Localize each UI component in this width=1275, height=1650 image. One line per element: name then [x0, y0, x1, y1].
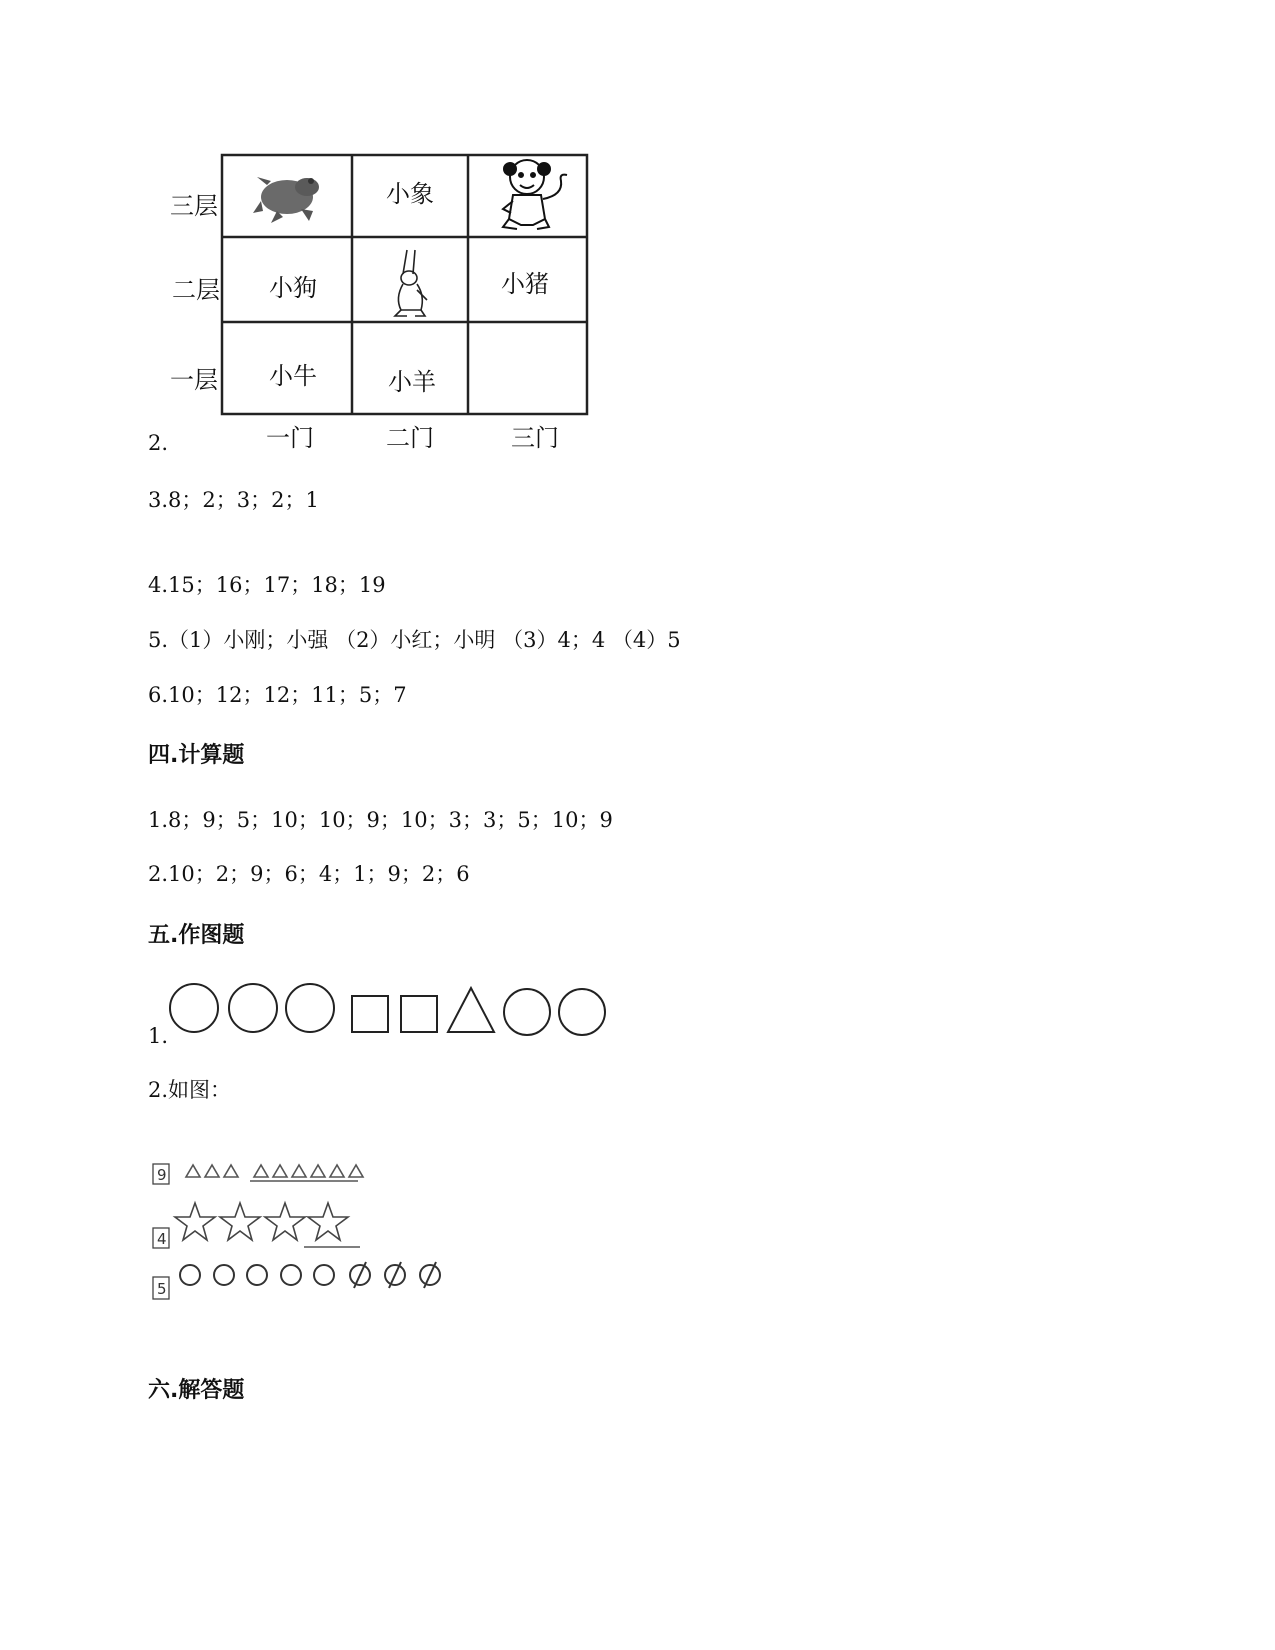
shape-square [401, 996, 437, 1032]
number-box-label: 4 [157, 1230, 167, 1248]
section-6-heading: 六.解答题 [148, 1378, 245, 1403]
small-circle [314, 1265, 334, 1285]
star [220, 1203, 260, 1240]
frog-picture [253, 177, 319, 223]
section-4-heading: 四.计算题 [148, 743, 245, 768]
answer-6: 6.10；12；12；11；5；7 [148, 683, 407, 707]
shape-square [352, 996, 388, 1032]
shape-circle [286, 984, 334, 1032]
small-triangle [273, 1165, 287, 1177]
floor-door-figure [150, 145, 610, 465]
cell-cow: 小牛 [269, 362, 317, 390]
floor-label-2: 二层 [172, 276, 220, 304]
door-label-2: 二门 [386, 424, 434, 452]
small-triangle [349, 1165, 363, 1177]
small-triangle [330, 1165, 344, 1177]
number-box-label: 5 [157, 1280, 167, 1298]
shape-circle [504, 989, 550, 1035]
door-label-3: 三门 [511, 424, 559, 452]
answer-3: 3.8；2；3；2；1 [148, 488, 319, 512]
small-circle [281, 1265, 301, 1285]
small-circle [247, 1265, 267, 1285]
rabbit-picture [395, 250, 427, 316]
grouping-figure-svg [150, 1155, 450, 1310]
small-triangle [292, 1165, 306, 1177]
monkey-picture [503, 160, 567, 229]
small-triangle [186, 1165, 200, 1177]
small-triangle [254, 1165, 268, 1177]
shape-circle [559, 989, 605, 1035]
floor-door-grid [150, 145, 610, 465]
small-circle [214, 1265, 234, 1285]
star [265, 1203, 305, 1240]
star [308, 1203, 348, 1240]
small-triangle [224, 1165, 238, 1177]
number-box-label: 9 [157, 1166, 167, 1184]
answer-5: 5.（1）小刚；小强 （2）小红；小明 （3）4；4 （4）5 [148, 628, 681, 652]
star [175, 1203, 215, 1240]
section-4-answer-2: 2.10；2；9；6；4；1；9；2；6 [148, 862, 470, 886]
cell-pig: 小猪 [501, 270, 549, 298]
section-5-heading: 五.作图题 [148, 923, 245, 948]
floor-label-3: 三层 [170, 192, 218, 220]
small-triangle [205, 1165, 219, 1177]
shape-sequence [168, 982, 618, 1046]
section-5-q1-number: 1. [148, 1024, 169, 1048]
shape-sequence-svg [168, 982, 618, 1042]
cell-sheep: 小羊 [388, 368, 436, 396]
small-triangle [311, 1165, 325, 1177]
grouping-figure [150, 1155, 450, 1314]
door-label-1: 一门 [266, 424, 314, 452]
floor-label-1: 一层 [170, 366, 218, 394]
shape-circle [229, 984, 277, 1032]
cell-dog: 小狗 [269, 274, 317, 302]
section-4-answer-1: 1.8；9；5；10；10；9；10；3；3；5；10；9 [148, 808, 613, 832]
q2-number: 2. [148, 431, 169, 455]
answer-4: 4.15；16；17；18；19 [148, 573, 386, 597]
shape-circle [170, 984, 218, 1032]
cell-elephant: 小象 [386, 180, 434, 208]
section-5-q2-text: 2.如图： [148, 1078, 232, 1102]
small-circle [180, 1265, 200, 1285]
shape-triangle [448, 988, 494, 1032]
